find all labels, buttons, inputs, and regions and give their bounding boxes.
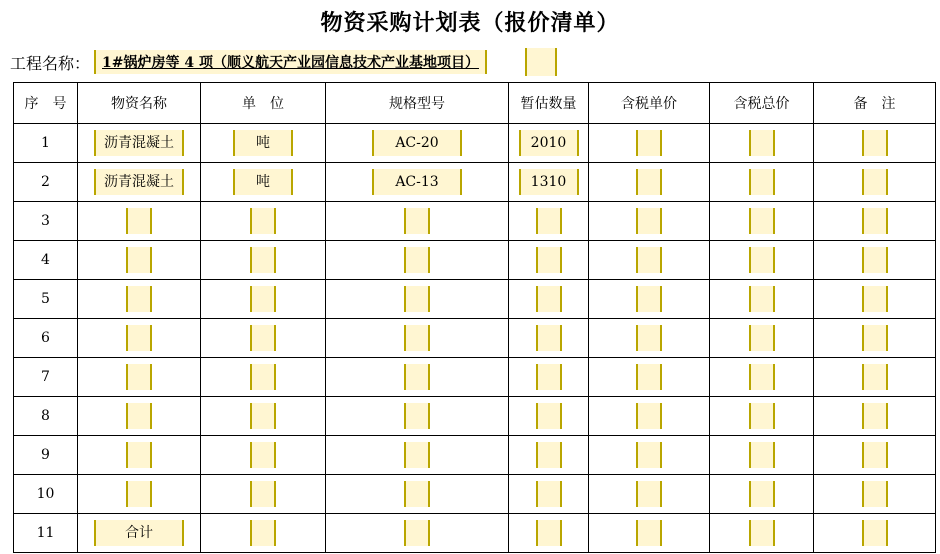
- col-header-unit: 单 位: [201, 83, 326, 124]
- cell-spec: [326, 397, 509, 436]
- total-field[interactable]: [749, 130, 775, 156]
- cell-note: [814, 124, 936, 163]
- cell-name: [78, 124, 201, 163]
- table-row: [14, 163, 936, 202]
- header-row: [14, 83, 936, 124]
- name-field[interactable]: [126, 247, 152, 273]
- cell-name: [78, 241, 201, 280]
- price-field[interactable]: [636, 130, 662, 156]
- cell-unit: [201, 124, 326, 163]
- cell-total: [710, 319, 814, 358]
- row-number: 1: [14, 124, 78, 163]
- price-field[interactable]: [636, 169, 662, 195]
- cell-name: [78, 358, 201, 397]
- note-field[interactable]: [862, 286, 888, 312]
- row-number: 8: [14, 397, 78, 436]
- cell-unit: [201, 475, 326, 514]
- row-number: 6: [14, 319, 78, 358]
- cell-spec: [326, 241, 509, 280]
- cell-price: [589, 202, 710, 241]
- cell-name: [78, 280, 201, 319]
- cell-total: [710, 436, 814, 475]
- table-row: [14, 475, 936, 514]
- cell-note: [814, 475, 936, 514]
- page-title: 物资采购计划表（报价清单）: [320, 10, 620, 36]
- cell-qty: [509, 202, 589, 241]
- qty-field[interactable]: [536, 247, 562, 273]
- total-field[interactable]: [749, 442, 775, 468]
- name-field[interactable]: [126, 481, 152, 507]
- cell-note: [814, 397, 936, 436]
- cell-qty: [509, 163, 589, 202]
- cell-price: [589, 163, 710, 202]
- cell-spec: [326, 436, 509, 475]
- qty-field[interactable]: [536, 325, 562, 351]
- cell-name: [78, 475, 201, 514]
- cell-note: [814, 241, 936, 280]
- row-number: 3: [14, 202, 78, 241]
- qty-field[interactable]: [536, 481, 562, 507]
- table-row: [14, 514, 936, 553]
- table-row: [14, 241, 936, 280]
- spec-field[interactable]: [404, 442, 430, 468]
- cell-price: [589, 280, 710, 319]
- price-field[interactable]: [636, 481, 662, 507]
- table-row: [14, 397, 936, 436]
- spec-field[interactable]: AC-13: [372, 169, 462, 195]
- price-field[interactable]: [636, 286, 662, 312]
- note-field[interactable]: [862, 325, 888, 351]
- project-name-field[interactable]: 1#锅炉房等 4 项（顺义航天产业园信息技术产业基地项目）: [94, 50, 487, 74]
- note-field[interactable]: [862, 403, 888, 429]
- table-row: [14, 436, 936, 475]
- cell-note: [814, 163, 936, 202]
- spec-field[interactable]: AC-20: [372, 130, 462, 156]
- table-row: [14, 319, 936, 358]
- row-number: 10: [14, 475, 78, 514]
- cell-total: [710, 358, 814, 397]
- qty-field[interactable]: [536, 403, 562, 429]
- cell-price: [589, 514, 710, 553]
- cell-price: [589, 358, 710, 397]
- unit-field[interactable]: [250, 520, 276, 546]
- cell-qty: [509, 241, 589, 280]
- table-row: [14, 280, 936, 319]
- cell-unit: [201, 163, 326, 202]
- price-field[interactable]: [636, 442, 662, 468]
- spec-field[interactable]: [404, 325, 430, 351]
- cell-spec: [326, 163, 509, 202]
- cell-note: [814, 436, 936, 475]
- cell-unit: [201, 358, 326, 397]
- unit-field[interactable]: [250, 325, 276, 351]
- total-field[interactable]: [749, 169, 775, 195]
- total-field[interactable]: [749, 520, 775, 546]
- cell-note: [814, 202, 936, 241]
- cell-unit: [201, 241, 326, 280]
- col-header-qty: 暂估数量: [509, 83, 589, 124]
- col-header-no: 序 号: [14, 83, 78, 124]
- total-field[interactable]: [749, 325, 775, 351]
- spec-field[interactable]: [404, 247, 430, 273]
- procurement-table: [13, 82, 936, 553]
- spec-field[interactable]: [404, 403, 430, 429]
- project-label: 工程名称：: [10, 53, 91, 73]
- cell-qty: [509, 514, 589, 553]
- cell-spec: [326, 202, 509, 241]
- row-number: 5: [14, 280, 78, 319]
- qty-field[interactable]: [536, 364, 562, 390]
- cell-qty: [509, 397, 589, 436]
- unit-field[interactable]: [250, 442, 276, 468]
- total-field[interactable]: [749, 247, 775, 273]
- cell-unit: [201, 280, 326, 319]
- cell-name: [78, 397, 201, 436]
- table-row: [14, 358, 936, 397]
- note-field[interactable]: [862, 247, 888, 273]
- cell-qty: [509, 358, 589, 397]
- row-number: 9: [14, 436, 78, 475]
- cell-note: [814, 280, 936, 319]
- unit-field[interactable]: [250, 364, 276, 390]
- qty-field[interactable]: 2010: [519, 130, 579, 156]
- note-field[interactable]: [862, 520, 888, 546]
- cell-price: [589, 124, 710, 163]
- price-field[interactable]: [636, 325, 662, 351]
- unit-field[interactable]: 吨: [233, 169, 293, 195]
- cell-note: [814, 319, 936, 358]
- cell-spec: [326, 280, 509, 319]
- row-number: 4: [14, 241, 78, 280]
- price-field[interactable]: [636, 247, 662, 273]
- unit-field[interactable]: [250, 208, 276, 234]
- unit-field[interactable]: [250, 247, 276, 273]
- name-field[interactable]: [126, 403, 152, 429]
- cell-spec: [326, 514, 509, 553]
- table-row: [14, 124, 936, 163]
- cell-spec: [326, 124, 509, 163]
- cell-qty: [509, 124, 589, 163]
- cell-total: [710, 241, 814, 280]
- col-header-price: 含税单价: [589, 83, 710, 124]
- cell-unit: [201, 202, 326, 241]
- cell-name: [78, 514, 201, 553]
- table-row: [14, 202, 936, 241]
- col-header-spec: 规格型号: [326, 83, 509, 124]
- total-field[interactable]: [749, 481, 775, 507]
- cell-price: [589, 475, 710, 514]
- col-header-note: 备 注: [814, 83, 936, 124]
- row-number: 2: [14, 163, 78, 202]
- price-field[interactable]: [636, 403, 662, 429]
- cell-spec: [326, 475, 509, 514]
- cell-price: [589, 397, 710, 436]
- cell-unit: [201, 436, 326, 475]
- unit-field[interactable]: [250, 481, 276, 507]
- cell-name: [78, 436, 201, 475]
- name-field[interactable]: [126, 364, 152, 390]
- cell-name: [78, 319, 201, 358]
- qty-field[interactable]: [536, 286, 562, 312]
- price-field[interactable]: [636, 520, 662, 546]
- note-field[interactable]: [862, 364, 888, 390]
- cell-unit: [201, 514, 326, 553]
- cell-spec: [326, 319, 509, 358]
- col-header-name: 物资名称: [78, 83, 201, 124]
- row-number: 11: [14, 514, 78, 553]
- total-field[interactable]: [749, 208, 775, 234]
- total-field[interactable]: [749, 364, 775, 390]
- name-field[interactable]: 沥青混凝土: [94, 130, 184, 156]
- name-field[interactable]: [126, 208, 152, 234]
- price-field[interactable]: [636, 364, 662, 390]
- note-field[interactable]: [862, 169, 888, 195]
- col-header-total: 含税总价: [710, 83, 814, 124]
- cell-total: [710, 124, 814, 163]
- cell-unit: [201, 319, 326, 358]
- cell-price: [589, 319, 710, 358]
- name-field[interactable]: 沥青混凝土: [94, 169, 184, 195]
- spec-field[interactable]: [404, 481, 430, 507]
- total-field[interactable]: [749, 403, 775, 429]
- cell-unit: [201, 397, 326, 436]
- unit-field[interactable]: [250, 286, 276, 312]
- cell-note: [814, 514, 936, 553]
- spec-field[interactable]: [404, 520, 430, 546]
- unit-field[interactable]: [250, 403, 276, 429]
- cell-price: [589, 436, 710, 475]
- spec-field[interactable]: [404, 208, 430, 234]
- price-field[interactable]: [636, 208, 662, 234]
- project-extra-field[interactable]: [525, 48, 557, 76]
- spec-field[interactable]: [404, 364, 430, 390]
- spec-field[interactable]: [404, 286, 430, 312]
- unit-field[interactable]: 吨: [233, 130, 293, 156]
- cell-name: [78, 202, 201, 241]
- name-field[interactable]: 合计: [94, 520, 184, 546]
- cell-total: [710, 397, 814, 436]
- cell-note: [814, 358, 936, 397]
- qty-field[interactable]: [536, 208, 562, 234]
- cell-qty: [509, 475, 589, 514]
- name-field[interactable]: [126, 286, 152, 312]
- note-field[interactable]: [862, 208, 888, 234]
- cell-total: [710, 163, 814, 202]
- note-field[interactable]: [862, 481, 888, 507]
- cell-qty: [509, 319, 589, 358]
- row-number: 7: [14, 358, 78, 397]
- cell-name: [78, 163, 201, 202]
- qty-field[interactable]: [536, 520, 562, 546]
- total-field[interactable]: [749, 286, 775, 312]
- cell-qty: [509, 280, 589, 319]
- cell-price: [589, 241, 710, 280]
- cell-total: [710, 514, 814, 553]
- qty-field[interactable]: [536, 442, 562, 468]
- note-field[interactable]: [862, 442, 888, 468]
- cell-total: [710, 202, 814, 241]
- project-row: [10, 48, 557, 76]
- cell-spec: [326, 358, 509, 397]
- name-field[interactable]: [126, 325, 152, 351]
- cell-total: [710, 280, 814, 319]
- cell-qty: [509, 436, 589, 475]
- cell-total: [710, 475, 814, 514]
- name-field[interactable]: [126, 442, 152, 468]
- note-field[interactable]: [862, 130, 888, 156]
- qty-field[interactable]: 1310: [519, 169, 579, 195]
